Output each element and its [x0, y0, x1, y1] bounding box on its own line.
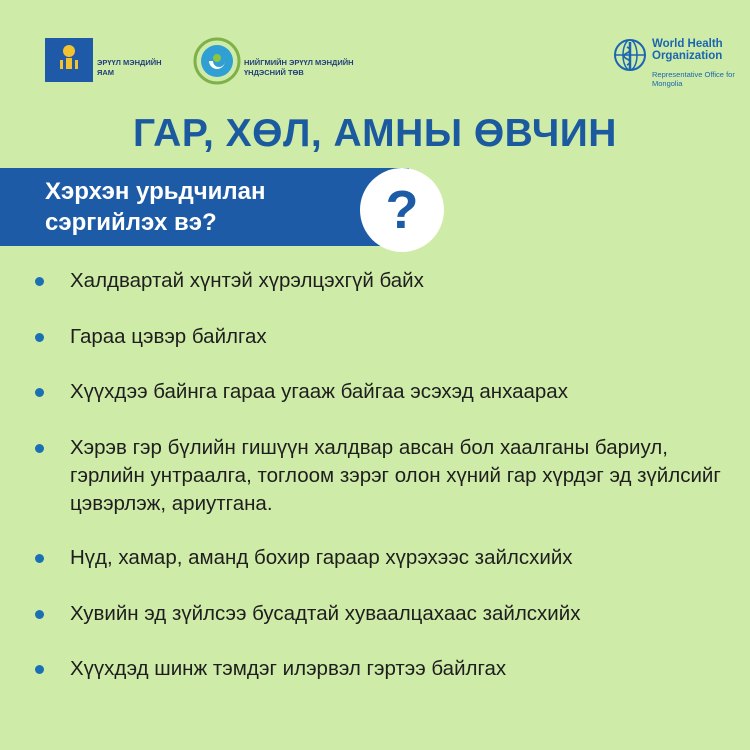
bullet-icon — [35, 444, 44, 453]
question-banner — [0, 168, 409, 246]
soyombo-icon — [45, 38, 93, 82]
who-logo — [612, 37, 648, 73]
logo-header — [0, 0, 750, 110]
question-mark-icon — [360, 168, 444, 252]
ncph-label: НИЙГМИЙН ЭРҮҮЛ МЭНДИЙН ҮНДЭСНИЙ ТӨВ — [244, 58, 354, 77]
list-item-text: Хүүхдээ байнга гараа угааж байгаа эсэхэд анхаарах — [70, 380, 568, 403]
question-mark-glyph: ? — [385, 180, 419, 240]
banner-line-1: Хэрхэн урьдчилан — [45, 178, 266, 205]
list-item-text: Нүд, хамар, аманд бохир гараар хүрэхээс зайлсхийх — [70, 546, 573, 569]
bullet-icon — [35, 388, 44, 397]
page-title: ГАР, ХӨЛ, АМНЫ ӨВЧИН — [133, 112, 617, 155]
list-item-text: Хувийн эд зүйлсээ бусадтай хуваалцахаас зайлсхийх — [70, 602, 581, 625]
list-item-text: Гараа цэвэр байлгах — [70, 325, 267, 348]
who-office-label: Representative Office for Mongolia — [652, 70, 735, 88]
bullet-icon — [35, 554, 44, 563]
ministry-of-health-label: ЭРҮҮЛ МЭНДИЙН ЯАМ — [97, 58, 162, 77]
list-item-text: Хүүхдэд шинж тэмдэг илэрвэл гэртээ байлгах — [70, 657, 507, 680]
who-name: World Health Organization — [652, 38, 723, 62]
banner-line-2: сэргийлэх вэ? — [45, 209, 217, 236]
ncph-emblem-icon — [193, 37, 241, 85]
bullet-icon — [35, 610, 44, 619]
who-globe-icon — [612, 37, 648, 73]
banner-heading — [45, 176, 345, 238]
bullet-icon — [35, 277, 44, 286]
bullet-icon — [35, 665, 44, 674]
list-item-text: Хэрэв гэр бүлийн гишүүн халдвар авсан бол хаалганы бариул, гэрлийн унтраалга, тоглоом зэрэг олон хүний гар хүрдэг эд зүйлсийг цэвэрлэж, ариутгана. — [70, 436, 721, 515]
ncph-logo — [193, 37, 241, 85]
list-item-text: Халдвартай хүнтэй хүрэлцэхгүй байх — [70, 269, 424, 292]
ministry-of-health-logo — [45, 38, 93, 82]
bullet-icon — [35, 333, 44, 342]
